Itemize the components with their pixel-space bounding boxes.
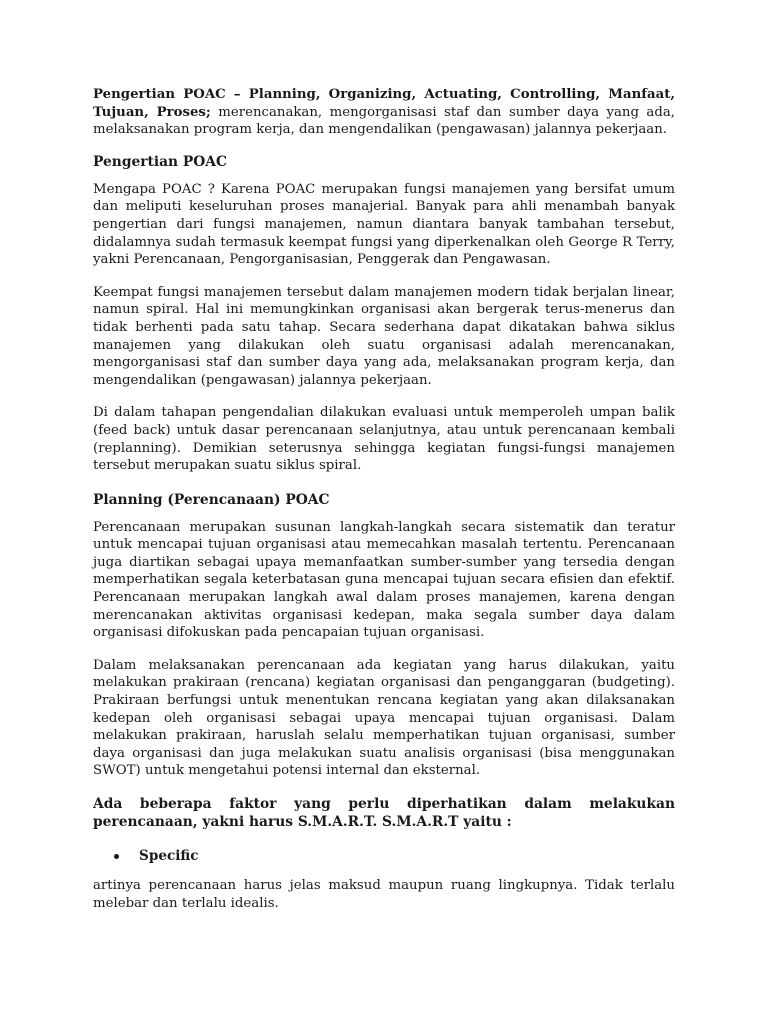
section-heading-pengertian: Pengertian POAC <box>93 153 227 170</box>
bullet-label: Specific <box>139 848 199 864</box>
paragraph-mengapa-poac: Mengapa POAC ? Karena POAC merupakan fungsi manajemen yang bersifat umum dan meliputi keseluruhan proses manajerial. Banyak para ahli menambah banyak pengertian dari fungsi manajemen, namun diantara banyak tambahan tersebut, didalamnya sudah termasuk keempat fungsi yang diperkenalkan oleh George R Terry, yakni Perencanaan, Pengorganisasian, Penggerak dan Pengawasan. <box>93 181 675 268</box>
paragraph-specific: artinya perencanaan harus jelas maksud maupun ruang lingkupnya. Tidak terlalu melebar dan terlalu idealis. <box>93 878 675 911</box>
intro-bold-title: Pengertian POAC – Planning, Organizing, Actuating, Controlling, Manfaat, Tujuan, Proses; <box>93 87 675 120</box>
section-heading-planning: Planning (Perencanaan) POAC <box>93 491 330 508</box>
bullet-item-specific <box>114 847 675 865</box>
intro-paragraph <box>93 86 675 139</box>
paragraph-pengendalian: Di dalam tahapan pengendalian dilakukan evaluasi untuk memperoleh umpan balik (feed back) untuk dasar perencanaan selanjutnya, atau untuk perencanaan kembali (replanning). Demikian seterusnya sehingga kegiatan fungsi-fungsi manajemen tersebut merupakan suatu siklus spiral. <box>93 405 675 474</box>
bullet-dot-icon <box>114 854 119 859</box>
intro-text: merencanakan, mengorganisasi staf dan sumber daya yang ada, melaksanakan program kerja, dan mengendalikan (pengawasan) jalannya pekerjaan. <box>93 104 675 138</box>
paragraph-perencanaan: Perencanaan merupakan susunan langkah-langkah secara sistematik dan teratur untuk mencapai tujuan organisasi atau memecahkan masalah tertentu. Perencanaan juga diartikan sebagai upaya memanfaatkan sumber-sumber yang tersedia dengan memperhatikan segala keterbatasan guna mencapai tujuan secara efisien dan efektif. Perencanaan merupakan langkah awal dalam proses manajemen, karena dengan merencanakan aktivitas organisasi kedepan, maka segala sumber daya dalam organisasi difokuskan pada pencapaian tujuan organisasi. <box>93 519 675 641</box>
paragraph-prakiraan: Dalam melaksanakan perencanaan ada kegiatan yang harus dilakukan, yaitu melakukan prakiraan (rencana) kegiatan organisasi dan penganggaran (budgeting). Prakiraan berfungsi untuk menentukan rencana kegiatan yang akan dilaksanakan kedepan oleh organisasi sebagai upaya mencapai tujuan organisasi. Dalam melakukan prakiraan, haruslah selalu memperhatikan tujuan organisasi, sumber daya organisasi dan juga melakukan suatu analisis organisasi (bisa menggunakan SWOT) untuk mengetahui potensi internal dan eksternal. <box>93 657 675 779</box>
paragraph-keempat-fungsi: Keempat fungsi manajemen tersebut dalam manajemen modern tidak berjalan linear, namun spiral. Hal ini memungkinkan organisasi akan bergerak terus-menerus dan tidak berhenti pada satu tahap. Secara sederhana dapat dikatakan bahwa siklus manajemen yang dilakukan oleh suatu organisasi adalah merencanakan, mengorganisasi staf dan sumber daya yang ada, melaksanakan program kerja, dan mengendalikan (pengawasan) jalannya pekerjaan. <box>93 284 675 388</box>
smart-heading: Ada beberapa faktor yang perlu diperhatikan dalam melakukan perencanaan, yakni harus S.M.A.R.T. S.M.A.R.T yaitu : <box>93 796 675 830</box>
